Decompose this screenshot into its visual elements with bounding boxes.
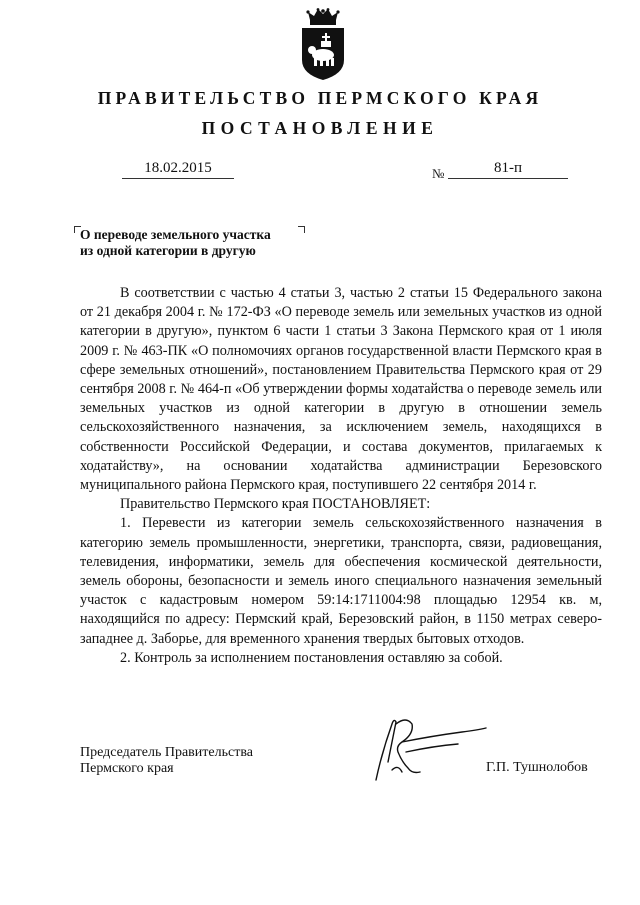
handwritten-signature-icon (362, 712, 492, 784)
clause-2-paragraph: 2. Контроль за исполнением постановления оставляю за собой. (120, 649, 503, 666)
decree-subject (80, 227, 310, 259)
government-name: ПРАВИТЕЛЬСТВО ПЕРМСКОГО КРАЯ (97, 88, 543, 108)
signer-position-line-2: Пермского края (80, 760, 174, 776)
signer-position (80, 745, 253, 776)
signer-name: Г.П. Тушнолобов (486, 760, 588, 775)
decree-body (80, 284, 602, 668)
signer-position-line-1: Председатель Правительства (80, 745, 253, 760)
perm-krai-coat-of-arms-icon (296, 8, 350, 82)
subject-line-2: из одной категории в другую (80, 243, 256, 258)
preamble-paragraph: В соответствии с частью 4 статьи 3, частью 2 статьи 15 Федерального закона от 21 декабря 2004 г. № 172-ФЗ «О переводе земель или земельных участков из одной категории в другую», пунктом 6 части 1 статьи 3 Закона Пермского края от 1 июля 2009 г. № 463-ПК «О полномочиях органов государственной власти Пермского края в сфере земельных отношений», постановлением Правительства Пермского края от 29 сентября 2008 г. № 464-п «Об утверждении формы ходатайства о переводе земель или земельных участков из одной категории в другую в отношении земель сельскохозяйственного назначения, за исключением земель, находящихся в собственности Российской Федерации, и состава документов, прилагаемых к ходатайству», на основании ходатайства администрации Березовского муниципального района Пермского края, поступившего 22 сентября 2014 г. (80, 285, 602, 494)
resolution-statement: Правительство Пермского края ПОСТАНОВЛЯЕТ: (120, 496, 431, 513)
number-sign: № (432, 166, 445, 181)
subject-line-1: О переводе земельного участка (80, 227, 271, 242)
decree-number: 81-п (448, 160, 568, 179)
document-type-title: ПОСТАНОВЛЕНИЕ (201, 118, 439, 138)
clause-1-paragraph: 1. Перевести из категории земель сельскохозяйственного назначения в категорию земель промышленности, энергетики, транспорта, связи, радиовещания, телевидения, информатики, земель для обеспечения космической деятельности, земель обороны, безопасности и земель иного специального назначения земельный участок с кадастровым номером 59:14:1711004:98 площадью 12954 кв. м, находящийся по адресу: Пермский край, Березовский район, в 1150 метрах северо-западнее д. Заборье, для временного хранения твердых бытовых отходов. (80, 515, 602, 647)
decree-date: 18.02.2015 (122, 160, 234, 179)
